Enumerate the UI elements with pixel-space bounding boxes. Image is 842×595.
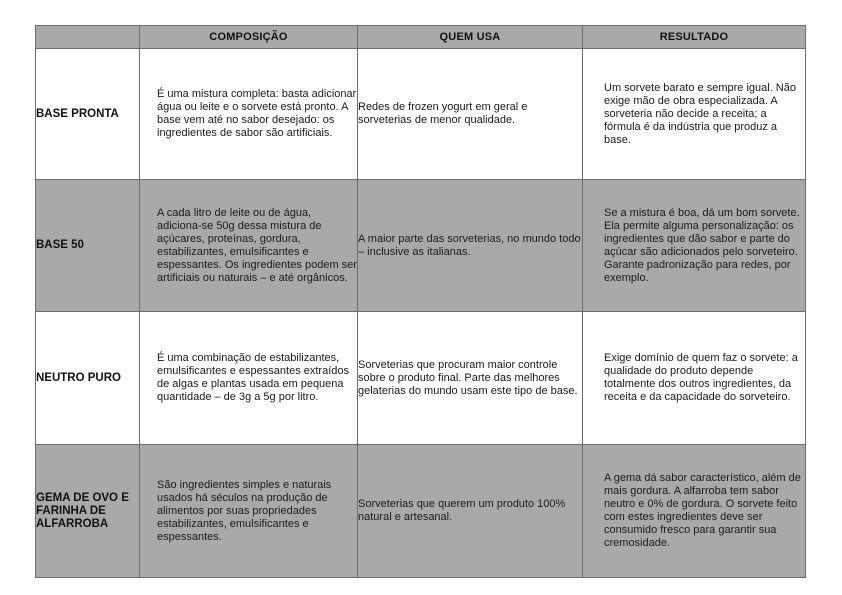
cell-text: É uma mistura completa: basta adicionar água ou leite e o sorvete está pronto. A base vem até no sabor desejado: os ingredientes de sabor são artificiais. [157,88,357,139]
cell-composicao [140,180,358,312]
cell-resultado [583,49,806,180]
row-label-base-50 [36,180,140,312]
cell-composicao [140,49,358,180]
cell-composicao [140,312,358,445]
table-row [36,49,806,180]
cell-text: Sorveterias que procuram maior controle sobre o produto final. Parte das melhores gelaterias do mundo usam este tipo de base. [358,358,578,397]
cell-text: Sorveterias que querem um produto 100% natural e artesanal. [358,498,566,523]
cell-text: A maior parte das sorveterias, no mundo todo – inclusive as italianas. [358,232,581,258]
cell-text: A gema dá sabor característico, além de mais gordura. A alfarroba tem sabor neutro e 0% de gordura. O sorvete feito com estes ingredientes deve ser consumido fresco para garantir sua cremosidade. [604,472,801,549]
row-label-text: BASE 50 [36,239,84,251]
cell-text: A cada litro de leite ou de água, adiciona-se 50g dessa mistura de açúcares, proteínas, gordura, estabilizantes, emulsificantes e espessantes. Os ingredientes podem ser artificiais ou naturais – e até orgânicos. [157,206,357,284]
header-resultado: RESULTADO [583,26,806,49]
header-quem-usa: QUEM USA [358,26,583,49]
table-row [36,312,806,445]
cell-composicao [140,445,358,578]
cell-quem-usa [358,445,583,578]
cell-text: Se a mistura é boa, dá um bom sorvete. Ela permite alguma personalização: os ingredientes que dão sabor e parte do açúcar são adicionados pelo sorveteiro. Garante padronização para redes, por exemplo. [604,206,800,284]
row-label-neutro-puro [36,312,140,445]
comparison-table [35,25,806,578]
row-label-text: NEUTRO PURO [36,371,121,384]
row-label-text: GEMA DE OVO E FARINHA DE ALFARROBA [36,491,129,530]
header-composicao: COMPOSIÇÃO [140,26,358,49]
cell-text: É uma combinação de estabilizantes, emulsificantes e espessantes extraídos de algas e plantas usada em pequena quantidade – de 3g a 5g por litro. [157,352,349,403]
cell-text: Um sorvete barato e sempre igual. Não exige mão de obra especializada. A sorveteria não decide a receita; a fórmula é da indústria que produz a base. [604,81,796,146]
cell-resultado [583,180,806,312]
row-label-base-pronta [36,49,140,180]
row-label-text: BASE PRONTA [36,107,119,120]
cell-quem-usa [358,180,583,312]
cell-text: Exige domínio de quem faz o sorvete: a qualidade do produto depende totalmente dos outros ingredientes, da receita e da capacidade do sorveteiro. [604,352,798,403]
table-row [36,445,806,578]
table-body [36,49,806,578]
cell-text: São ingredientes simples e naturais usados há séculos na produção de alimentos por suas propriedades estabilizantes, emulsificantes e espessantes. [157,478,332,543]
row-label-gema-de-ovo [36,445,140,578]
cell-text: Redes de frozen yogurt em geral e sorveterias de menor qualidade. [358,101,528,126]
cell-quem-usa [358,49,583,180]
table-header [36,26,806,49]
table-row [36,180,806,312]
header-empty-cell [36,26,140,49]
cell-resultado [583,445,806,578]
header-row [36,26,806,49]
cell-resultado [583,312,806,445]
cell-quem-usa [358,312,583,445]
